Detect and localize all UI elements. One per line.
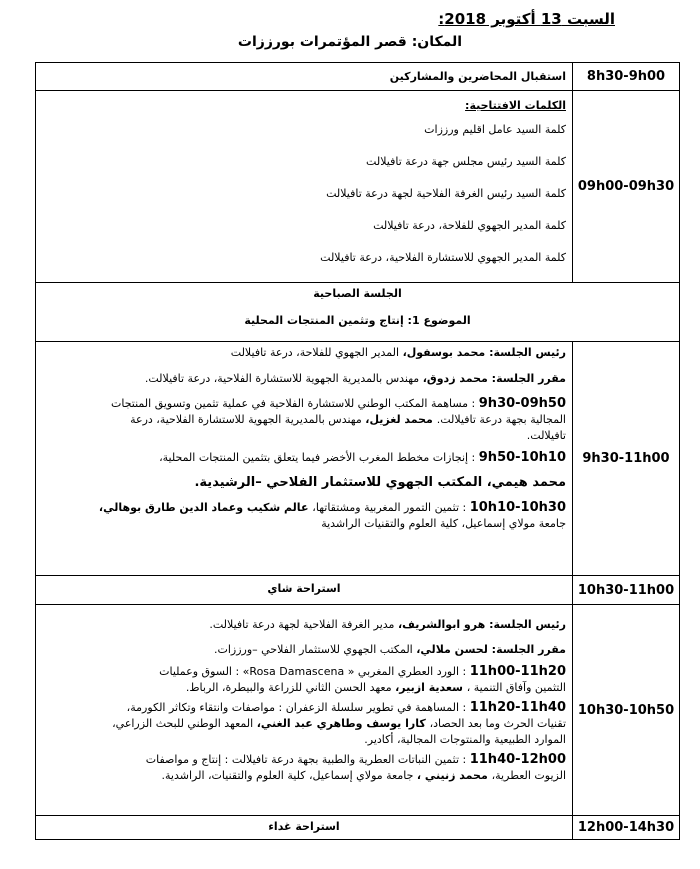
list-item: كلمة السيد رئيس الغرفة الفلاحية لجهة درعة تافيلالت — [326, 187, 566, 200]
list-item: كلمة المدير الجهوي للفلاحة، درعة تافيلالت — [373, 219, 566, 232]
table-row — [36, 816, 680, 840]
talk-time: 11h40-12h00 — [469, 752, 566, 767]
session-header — [36, 283, 680, 342]
row-content — [36, 91, 573, 283]
row-content — [36, 605, 573, 816]
session-chair: رئيس الجلسة: هرو ابوالشريف، مدير الغرفة الفلاحية لجهة درعة تافيلالت. — [209, 618, 566, 631]
table-row — [36, 342, 680, 576]
row-time: 09h00-09h30 — [573, 91, 680, 283]
talk-time: 11h20-11h40 — [469, 700, 566, 715]
table-row — [36, 63, 680, 91]
row-time: 10h30-10h50 — [573, 605, 680, 816]
row-content — [36, 63, 573, 91]
program-table — [35, 62, 680, 840]
talk-time: 11h00-11h20 — [469, 664, 566, 679]
talk-item: 10h10-10h30 : تثمين التمور المغربية ومشتقاتها، عالم شكيب وعماد الدين طارق بوهالي، جامعة مولاي إسماعيل، كلية العلوم والتقنيات الراشدية — [98, 500, 566, 530]
talk-item: 9h30-09h50 : مساهمة المكتب الوطني للاستشارة الفلاحية في عملية تثمين وتسويق المنتجات المجالية بجهة درعة تافيلالت. محمد لغزيل، مهندس بالمديرية الجهوية للاستشارة الفلاحية، درعة تافيلالت. — [110, 396, 566, 442]
talk-item: 11h00-11h20 : الورد العطري المغربي « Rosa Damascena» : السوق وعمليات التثمين وآفاق التنمية ، سعدية ازبير، معهد الحسن الثاني للزراعة والبيطرة، الرباط. — [159, 664, 566, 694]
reception-text: استقبال المحاضرين والمشاركين — [389, 70, 566, 83]
session-date: السبت 13 أكتوبر 2018: — [438, 10, 615, 28]
morning-session-title: الجلسة الصباحية — [313, 287, 402, 300]
talk-time: 10h10-10h30 — [469, 500, 566, 515]
row-content — [36, 342, 573, 576]
table-row — [36, 605, 680, 816]
row-content — [36, 576, 573, 605]
topic-title: الموضوع 1: إنتاج وتثمين المنتجات المحلية — [244, 314, 471, 327]
table-row — [36, 576, 680, 605]
talk-item: 9h50-10h10 : إنجازات مخطط المغرب الأخضر فيما يتعلق بتثمين المنتجات المحلية، — [159, 450, 566, 465]
lunch-break-text: استراحة غداء — [268, 820, 340, 833]
tea-break-text: استراحة شاي — [267, 582, 341, 595]
table-row — [36, 91, 680, 283]
talk-item: 11h40-12h00 : تثمين النباتات العطرية والطبية بجهة درعة تافيلالت : إنتاج و مواصفات الزيوت العطرية، محمد زنيني ، جامعة مولاي إسماعيل، كلية العلوم والتقنيات، الراشدية. — [145, 752, 566, 782]
row-time: 9h30-11h00 — [573, 342, 680, 576]
talk-item: 11h20-11h40 : المساهمة في تطوير سلسلة الزعفران : مواصفات وانتقاء وتكاثر الكورمة، تقنيات الحرث وما بعد الحصاد، كارا يوسف وطاهري عبد الغني، المعهد الوطني للبحث الزراعي، الموارد الطبيعية والمنتوجات المجالية، أكادير. — [112, 700, 566, 746]
talk-speaker: محمد هيمي، المكتب الجهوي للاستثمار الفلاحي –الرشيدية. — [194, 475, 566, 490]
table-row — [36, 283, 680, 342]
row-content — [36, 816, 573, 840]
opening-title: الكلمات الافتتاحية: — [465, 99, 566, 112]
list-item: كلمة السيد عامل اقليم ورززات — [424, 123, 566, 136]
session-chair: رئيس الجلسة: محمد بوسفول، المدير الجهوي للفلاحة، درعة تافيلالت — [230, 346, 566, 359]
list-item: كلمة المدير الجهوي للاستشارة الفلاحية، درعة تافيلالت — [320, 251, 566, 264]
talk-time: 9h50-10h10 — [478, 450, 566, 465]
session-rapporteur: مقرر الجلسة: لحسن ملالي، المكتب الجهوي للاستثمار الفلاحي –ورززات. — [213, 643, 566, 656]
talk-time: 9h30-09h50 — [478, 396, 566, 411]
row-time: 12h00-14h30 — [573, 816, 680, 840]
session-rapporteur: مقرر الجلسة: محمد زدوق، مهندس بالمديرية الجهوية للاستشارة الفلاحية، درعة تافيلالت. — [144, 372, 566, 385]
list-item: كلمة السيد رئيس مجلس جهة درعة تافيلالت — [366, 155, 566, 168]
row-time: 8h30-9h00 — [573, 63, 680, 91]
venue-line: المكان: قصر المؤتمرات بورززات — [237, 34, 463, 50]
row-time: 10h30-11h00 — [573, 576, 680, 605]
